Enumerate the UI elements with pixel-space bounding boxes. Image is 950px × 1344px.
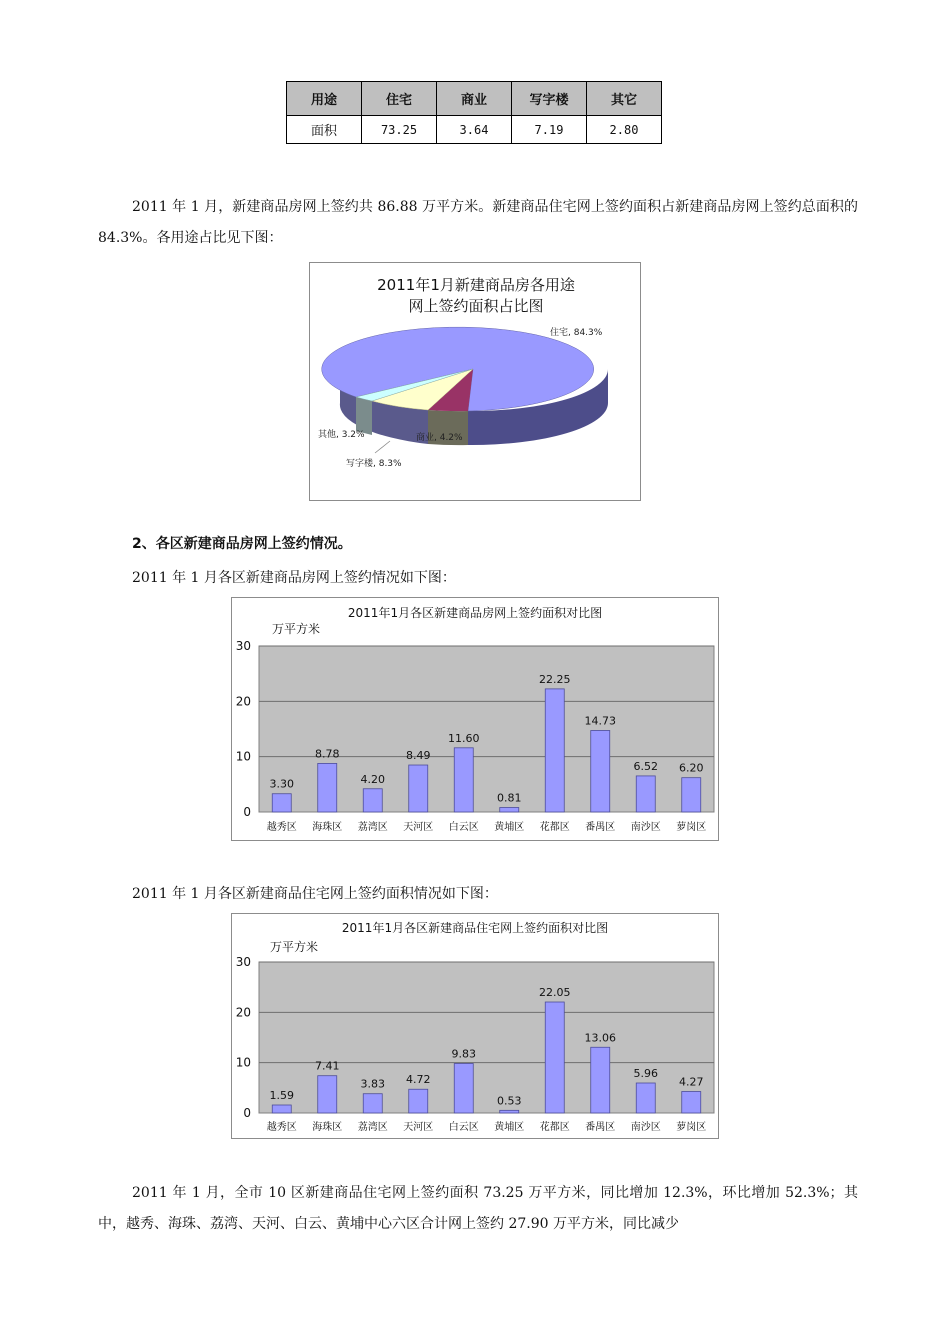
bar bbox=[454, 748, 473, 812]
bar-chart-title: 2011年1月各区新建商品住宅网上签约面积对比图 bbox=[341, 921, 609, 935]
category-label: 番禺区 bbox=[585, 1122, 616, 1133]
bar-value-label: 22.05 bbox=[539, 986, 571, 1000]
pie-label-leader bbox=[375, 441, 390, 453]
bar bbox=[591, 730, 610, 812]
category-label: 海珠区 bbox=[312, 1122, 343, 1133]
pie-title-line2: 网上签约面积占比图 bbox=[408, 297, 544, 315]
table-header-cell: 写字楼 bbox=[512, 82, 587, 116]
bar bbox=[500, 808, 519, 812]
category-label: 天河区 bbox=[403, 822, 434, 833]
table-header-cell: 其它 bbox=[587, 82, 662, 116]
pie-title-line1: 2011年1月新建商品房各用途 bbox=[377, 276, 575, 294]
table-header-row bbox=[287, 82, 662, 116]
category-label: 黄埔区 bbox=[494, 822, 525, 833]
table-cell: 3.64 bbox=[437, 116, 512, 144]
section-heading: 2、各区新建商品房网上签约情况。 bbox=[132, 536, 352, 552]
pie-body bbox=[322, 327, 608, 453]
bar-value-label: 4.72 bbox=[406, 1073, 431, 1087]
y-tick-label: 10 bbox=[235, 1055, 251, 1070]
table-row bbox=[287, 116, 662, 144]
bar-chart-residential bbox=[231, 913, 719, 1139]
y-axis-label: 万平方米 bbox=[272, 622, 321, 636]
bar-value-label: 0.53 bbox=[497, 1094, 522, 1108]
y-tick-label: 30 bbox=[235, 639, 251, 653]
paragraph-summary: 2011 年 1 月，新建商品房网上签约共 86.88 万平方米。新建商品住宅网上签约面积占新建商品房网上签约总面积的 84.3%。各用途占比见下图： bbox=[98, 199, 858, 246]
bar-value-label: 22.25 bbox=[539, 672, 571, 686]
pie-label-commerce: 商业, 4.2% bbox=[416, 433, 463, 443]
bar-value-label: 11.60 bbox=[448, 731, 480, 745]
bar bbox=[318, 763, 337, 812]
table-cell: 2.80 bbox=[587, 116, 662, 144]
category-label: 萝岗区 bbox=[676, 822, 707, 833]
bar-value-label: 6.20 bbox=[679, 761, 704, 775]
category-label: 黄埔区 bbox=[494, 1122, 525, 1133]
bar-chart-commercial bbox=[231, 597, 719, 841]
category-label: 番禺区 bbox=[585, 822, 616, 833]
category-label: 荔湾区 bbox=[357, 1122, 388, 1133]
plot-area bbox=[236, 639, 714, 833]
bar bbox=[409, 765, 428, 812]
bar bbox=[272, 1105, 291, 1113]
bar-value-label: 0.81 bbox=[497, 791, 522, 805]
bar-value-label: 4.27 bbox=[679, 1075, 704, 1089]
bar bbox=[636, 1083, 655, 1113]
y-tick-label: 20 bbox=[235, 694, 251, 709]
category-label: 白云区 bbox=[448, 822, 479, 833]
category-label: 花都区 bbox=[539, 1122, 570, 1133]
bar bbox=[682, 1092, 701, 1113]
bar-value-label: 13.06 bbox=[584, 1031, 616, 1045]
category-label: 越秀区 bbox=[266, 1122, 297, 1133]
bar bbox=[363, 1094, 382, 1113]
bar bbox=[500, 1110, 519, 1113]
table-header-cell: 用途 bbox=[287, 82, 362, 116]
y-axis-label: 万平方米 bbox=[270, 940, 319, 954]
y-tick-label: 0 bbox=[243, 1106, 251, 1120]
pie-label-other: 其他, 3.2% bbox=[318, 430, 365, 440]
y-tick-label: 20 bbox=[235, 1005, 251, 1020]
y-tick-label: 10 bbox=[235, 749, 251, 764]
table-row-label: 面积 bbox=[287, 116, 362, 144]
lead-text-1: 2011 年 1 月各区新建商品房网上签约情况如下图： bbox=[132, 570, 456, 586]
category-label: 天河区 bbox=[403, 1122, 434, 1133]
bar-value-label: 14.73 bbox=[584, 714, 616, 728]
bar-value-label: 8.78 bbox=[315, 747, 340, 761]
table-cell: 73.25 bbox=[362, 116, 437, 144]
bar-value-label: 3.83 bbox=[360, 1077, 385, 1091]
y-tick-label: 0 bbox=[243, 805, 251, 819]
bar bbox=[682, 778, 701, 812]
category-label: 海珠区 bbox=[312, 822, 343, 833]
bar bbox=[318, 1076, 337, 1113]
paragraph-residential-summary: 2011 年 1 月，全市 10 区新建商品住宅网上签约面积 73.25 万平方米，同比增加 12.3%，环比增加 52.3%；其中，越秀、海珠、荔湾、天河、白云、黄埔中心六区合计网上签约 27.90 万平方米，同比减少 bbox=[98, 1185, 858, 1232]
y-tick-label: 30 bbox=[235, 955, 251, 969]
bar-chart-svg bbox=[232, 914, 718, 1138]
pie-chart-svg bbox=[310, 263, 640, 500]
bar bbox=[454, 1064, 473, 1113]
bar bbox=[591, 1047, 610, 1113]
bar-value-label: 1.59 bbox=[269, 1088, 294, 1102]
category-label: 荔湾区 bbox=[357, 822, 388, 833]
bar-value-label: 8.49 bbox=[406, 749, 431, 763]
table-header-cell: 商业 bbox=[437, 82, 512, 116]
bar-value-label: 9.83 bbox=[451, 1047, 476, 1061]
pie-label-office: 写字楼, 8.3% bbox=[346, 459, 402, 469]
table-header-cell: 住宅 bbox=[362, 82, 437, 116]
lead-text-2: 2011 年 1 月各区新建商品住宅网上签约面积情况如下图： bbox=[132, 886, 498, 902]
bar bbox=[409, 1089, 428, 1113]
bar-chart-svg bbox=[232, 598, 718, 840]
category-label: 南沙区 bbox=[630, 822, 661, 833]
plot-area bbox=[236, 955, 714, 1133]
category-label: 白云区 bbox=[448, 1122, 479, 1133]
bar bbox=[272, 794, 291, 812]
category-label: 萝岗区 bbox=[676, 1122, 707, 1133]
bar bbox=[636, 776, 655, 812]
bar-value-label: 5.96 bbox=[633, 1067, 658, 1081]
category-label: 越秀区 bbox=[266, 822, 297, 833]
table-cell: 7.19 bbox=[512, 116, 587, 144]
bar-value-label: 3.30 bbox=[269, 777, 294, 791]
bar bbox=[363, 789, 382, 812]
bar-chart-title: 2011年1月各区新建商品房网上签约面积对比图 bbox=[347, 606, 603, 620]
bar-value-label: 7.41 bbox=[315, 1059, 340, 1073]
pie-label-housing: 住宅, 84.3% bbox=[550, 328, 603, 338]
bar bbox=[545, 689, 564, 812]
bar-value-label: 4.20 bbox=[360, 772, 385, 786]
bar-value-label: 6.52 bbox=[633, 759, 658, 773]
bar bbox=[545, 1002, 564, 1113]
category-label: 花都区 bbox=[539, 822, 570, 833]
usage-area-table bbox=[286, 81, 662, 144]
pie-chart bbox=[309, 262, 641, 501]
category-label: 南沙区 bbox=[630, 1122, 661, 1133]
